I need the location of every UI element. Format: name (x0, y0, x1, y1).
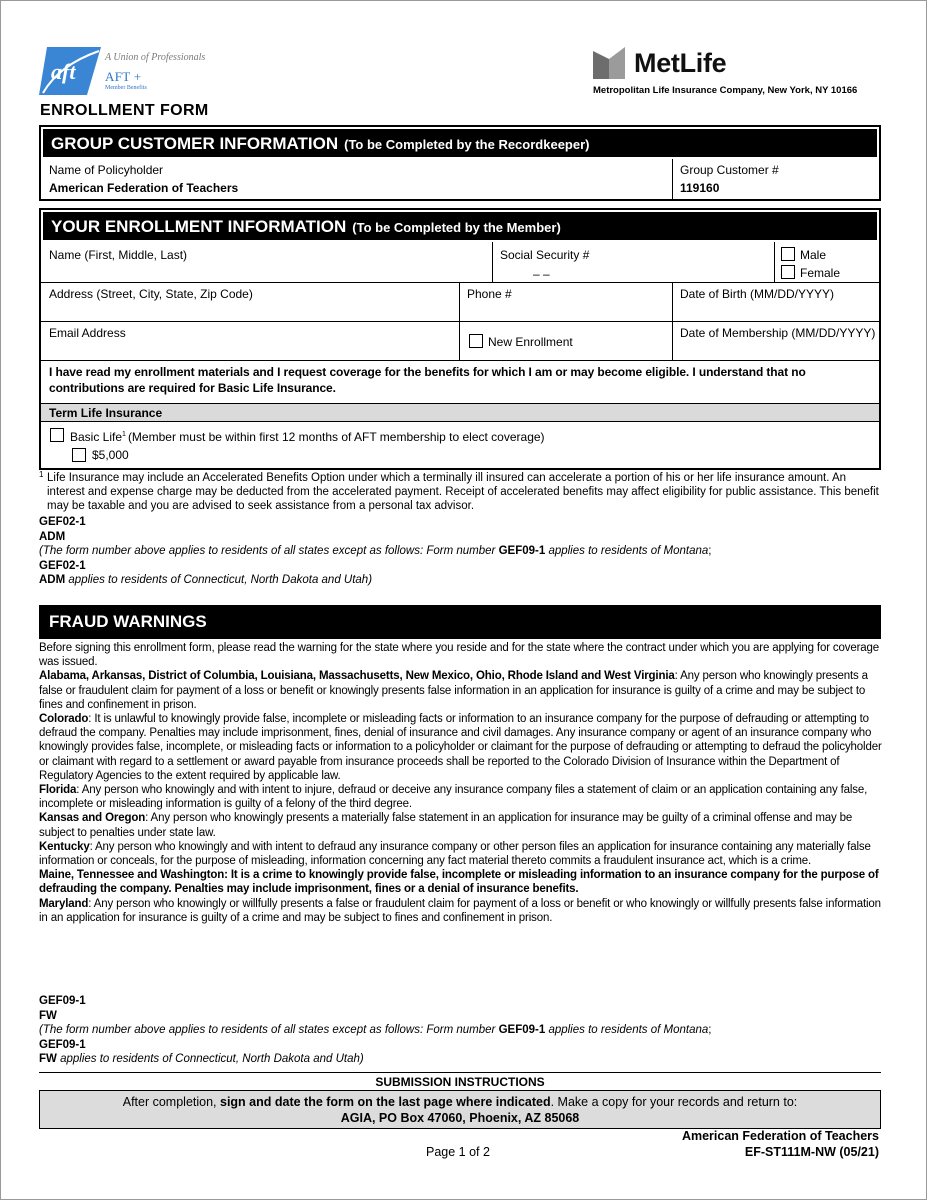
accelerated-benefits-footnote: Life Insurance may include an Accelerated Benefits Option under which a terminally ill insured can accelerate a portion of his or her life insurance amount. An interest and expense charge may be deducted from the accelerated payment. Receipt of accelerated benefits may affect eligibility for public assistance. This benefit may be taxable and you are advised to seek assistance from a personal tax advisor. (47, 472, 879, 513)
name-label: Name (First, Middle, Last) (49, 248, 188, 262)
email-label: Email Address (49, 326, 126, 340)
divider (41, 321, 879, 322)
ssn-label: Social Security # (500, 248, 590, 262)
fraud-item: Colorado: It is unlawful to knowingly provide false, incomplete or misleading facts or information to an insurance company for the purpose of defrauding or attempting to defraud the company. Penalties may include imprisonment, fines, denial of insurance and civil damages. Any insurance company or agent of an insurance company who knowingly provides false, incomplete, or misleading facts or information to a policyholder or claimant for the purpose of defrauding or attempting to defraud the policyholder or claimant with regard to a settlement or award payable from insurance proceeds shall be reported to the Colorado Division of Insurance within the Department of Regulatory Agencies to the extent required by applicable law. (39, 713, 882, 782)
footer-organization: American Federation of Teachers (681, 1129, 879, 1143)
form-code: GEF02-1 (39, 559, 86, 572)
phone-label: Phone # (467, 287, 512, 301)
form-code: GEF09-1 (39, 995, 86, 1007)
enrollment-statement: I have read my enrollment materials and I request coverage for the benefits for which I am or may become eligible. I understand that no contributions are required for Basic Life Insurance. (49, 365, 806, 395)
form-code-note: (The form number above applies to residents of all states except as follows: Form number (39, 1024, 499, 1036)
term-life-heading: Term Life Insurance (41, 403, 879, 422)
fraud-warnings-header: FRAUD WARNINGS (39, 605, 881, 639)
amount-5000-label: $5,000 (92, 448, 129, 462)
svg-text:aft: aft (51, 59, 76, 84)
form-code-montana: GEF09-1 (498, 1024, 546, 1036)
submission-address: AGIA, PO Box 47060, Phoenix, AZ 85068 (340, 1111, 580, 1125)
divider (774, 242, 775, 282)
form-code-suffix: FW (39, 1009, 57, 1022)
form-code-note-end: ; (708, 545, 712, 557)
form-code-block-2 (39, 994, 711, 1067)
group-number-value: 119160 (680, 181, 720, 195)
form-code-suffix: ADM (39, 530, 66, 543)
footnote-mark: 1 (39, 470, 44, 479)
form-code-note-suffix: applies to residents of Montana (545, 1024, 709, 1036)
group-number-label: Group Customer # (680, 163, 779, 177)
fraud-item: Florida: Any person who knowingly and with intent to injure, defraud or deceive any insurance company files a statement of claim or an application containing any false, incomplete or misleading information is guilty of a felony of the third degree. (39, 784, 868, 811)
ssn-separator: – – (533, 267, 550, 281)
group-customer-section (39, 125, 881, 201)
form-code-block-1 (39, 515, 711, 588)
form-code: GEF09-1 (39, 1038, 86, 1051)
metlife-logo-icon (593, 47, 627, 79)
female-checkbox[interactable] (781, 265, 795, 279)
new-enrollment-label: New Enrollment (488, 335, 573, 349)
form-code-note-suffix: applies to residents of Connecticut, North Dakota and Utah) (56, 1053, 364, 1065)
new-enrollment-checkbox[interactable] (469, 334, 483, 348)
amount-5000-checkbox[interactable] (72, 448, 86, 462)
policyholder-value: American Federation of Teachers (49, 181, 239, 195)
fraud-item: Kansas and Oregon: Any person who knowingly presents a materially false statement in an application for insurance may be guilty of a criminal offense and may be subject to penalties under state law. (39, 812, 853, 839)
fraud-item: Alabama, Arkansas, District of Columbia, Louisiana, Massachusetts, New Mexico, Ohio, Rhode Island and West Virginia: Any person who knowingly presents a false or fraudulent claim for payment of a loss or benefit or knowingly presents false information in an application for insurance is guilty of a crime and may be subject to fines and confinement in prison. (39, 670, 868, 711)
form-code-suffix: ADM (39, 574, 66, 586)
male-checkbox[interactable] (781, 247, 795, 261)
divider (492, 242, 493, 282)
fraud-intro: Before signing this enrollment form, please read the warning for the state where you reside and for the state where the contract under which you are applying for coverage was issued. (39, 642, 880, 669)
membership-date-label: Date of Membership (MM/DD/YYYY) (680, 326, 876, 340)
form-code-suffix: FW (39, 1053, 57, 1065)
basic-life-note: (Member must be within first 12 months of AFT membership to elect coverage) (127, 430, 545, 444)
divider (41, 360, 879, 361)
basic-life-checkbox[interactable] (50, 428, 64, 442)
submission-heading: SUBMISSION INSTRUCTIONS (39, 1072, 881, 1090)
form-code-note-suffix: applies to residents of Montana (545, 545, 709, 557)
aft-tagline: A Union of Professionals (105, 52, 206, 63)
form-title: ENROLLMENT FORM (40, 102, 209, 119)
aft-member-benefits: Member Benefits (105, 85, 147, 91)
aft-plus-label: AFT + (105, 69, 142, 84)
form-code-note: (The form number above applies to residents of all states except as follows: Form number (39, 545, 499, 557)
fraud-item: Maryland: Any person who knowingly or willfully presents a false or fraudulent claim for payment of a loss or benefit or who knowingly or willfully presents false information in an application for insurance is guilty of a crime and may be subject to fines and confinement in prison. (39, 897, 881, 924)
divider (41, 282, 879, 283)
address-label: Address (Street, City, State, Zip Code) (49, 287, 253, 301)
metlife-wordmark: MetLife (634, 48, 727, 78)
form-code-note-suffix: applies to residents of Connecticut, North Dakota and Utah) (65, 574, 373, 586)
metlife-address: Metropolitan Life Insurance Company, New York, NY 10166 (593, 85, 858, 96)
fraud-warnings-body (39, 641, 887, 925)
page-number: Page 1 of 2 (426, 1145, 490, 1159)
divider (672, 159, 673, 199)
form-code-note-end: ; (708, 1024, 712, 1036)
policyholder-label: Name of Policyholder (49, 163, 164, 177)
basic-life-label: Basic Life (70, 430, 123, 444)
form-code: GEF02-1 (39, 516, 86, 528)
fraud-item: Maine, Tennessee and Washington: It is a crime to knowingly provide false, incomplete or misleading information to an insurance company for the purpose of defrauding the company. Penalties may include imprisonment, fines or a denial of insurance benefits. (39, 869, 879, 896)
dob-label: Date of Birth (MM/DD/YYYY) (680, 287, 835, 301)
form-number: EF-ST111M-NW (05/21) (744, 1145, 879, 1159)
form-code-montana: GEF09-1 (498, 545, 546, 557)
enrollment-section (39, 208, 881, 470)
female-label: Female (800, 266, 841, 280)
submission-line: After completion, sign and date the form on the last page where indicated. Make a copy for your records and return to: (122, 1095, 798, 1109)
fraud-item: Kentucky: Any person who knowingly and with intent to defraud any insurance company or other person files an application for insurance containing any materially false information or conceals, for the purpose of misleading, information concerning any fact material thereto commits a fraudulent insurance act, which is a crime. (39, 840, 871, 868)
group-customer-header: GROUP CUSTOMER INFORMATION (To be Completed by the Recordkeeper) (41, 127, 879, 157)
basic-life-row (70, 427, 545, 445)
basic-life-footnote-mark: 1 (122, 431, 126, 438)
enrollment-header: YOUR ENROLLMENT INFORMATION (To be Completed by the Member) (41, 210, 879, 240)
male-label: Male (800, 248, 827, 262)
submission-box (39, 1090, 881, 1129)
